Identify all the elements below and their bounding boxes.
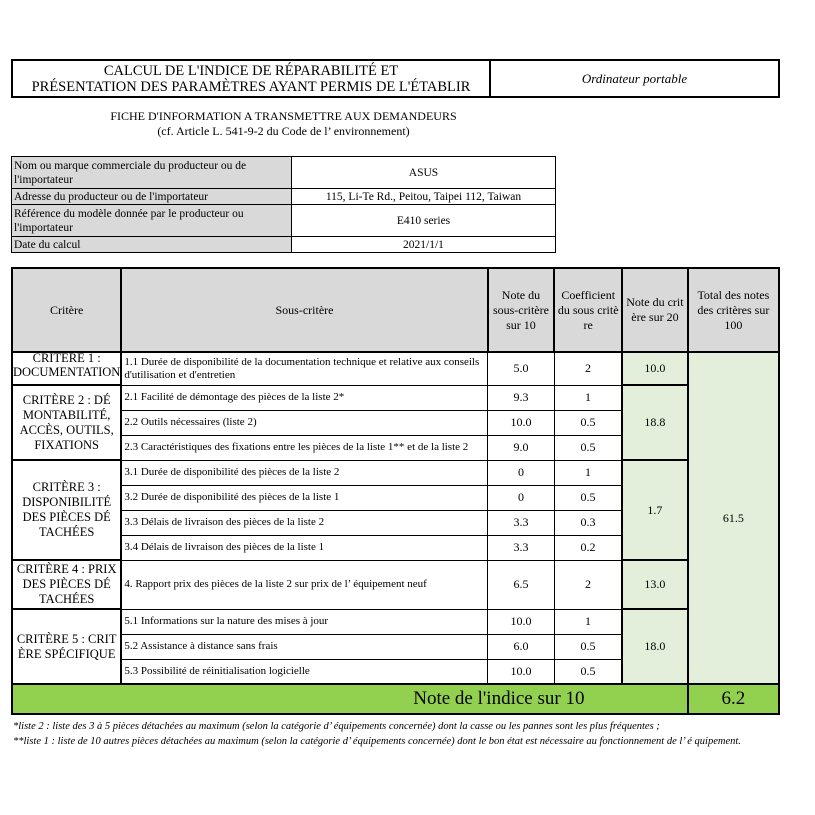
subtitle-line-2: (cf. Article L. 541-9-2 du Code de l’ environnement) (157, 124, 410, 138)
subcriterion-coefficient: 0.5 (554, 634, 622, 659)
subcriterion-label: 2.2 Outils nécessaires (liste 2) (121, 410, 487, 435)
repairability-table (11, 267, 780, 715)
subcriterion-note: 10.0 (488, 410, 555, 435)
header-critere: Critère (12, 268, 121, 352)
subcriterion-note: 10.0 (488, 609, 555, 634)
criterion-4-score: 13.0 (622, 560, 688, 609)
info-label: Référence du modèle donnée par le producteur ou l'importateur (12, 205, 292, 237)
info-row (12, 189, 556, 205)
subcriterion-coefficient: 1 (554, 609, 622, 634)
info-row (12, 237, 556, 253)
criterion-2-score: 18.8 (622, 385, 688, 460)
producer-info-table (11, 156, 556, 253)
subcriterion-coefficient: 0.5 (554, 435, 622, 460)
info-row (12, 205, 556, 237)
subcriterion-coefficient: 1 (554, 385, 622, 410)
header-box (11, 59, 780, 98)
table-header-row (12, 268, 779, 352)
subcriterion-label: 3.3 Délais de livraison des pièces de la liste 2 (121, 510, 487, 535)
subcriterion-note: 6.5 (488, 560, 555, 609)
subtitle-line-1: FICHE D'INFORMATION A TRANSMETTRE AUX DEMANDEURS (110, 109, 457, 123)
subcriterion-note: 0 (488, 460, 555, 485)
subcriterion-note: 6.0 (488, 634, 555, 659)
subcriterion-note: 10.0 (488, 659, 555, 684)
info-label: Nom ou marque commerciale du producteur ou de l'importateur (12, 157, 292, 189)
subcriterion-coefficient: 2 (554, 560, 622, 609)
header-total: Total des notes des critères sur 100 (688, 268, 779, 352)
header-note: Note du sous-critère sur 10 (488, 268, 555, 352)
subcriterion-coefficient: 0.2 (554, 535, 622, 560)
subcriterion-coefficient: 1 (554, 460, 622, 485)
header-coefficient: Coefficient du sous critè re (554, 268, 622, 352)
criterion-3-name: CRITÈRE 3 : DISPONIBILITÉ DES PIÈCES DÉ TACHÉES (12, 460, 121, 560)
subcriterion-note: 5.0 (488, 352, 555, 385)
header-note-20: Note du crit ère sur 20 (622, 268, 688, 352)
subcriterion-coefficient: 0.5 (554, 659, 622, 684)
subcriterion-note: 3.3 (488, 510, 555, 535)
title-line-1: CALCUL DE L'INDICE DE RÉPARABILITÉ ET (103, 63, 399, 79)
subcriterion-coefficient: 0.5 (554, 485, 622, 510)
subcriterion-label: 2.3 Caractéristiques des fixations entre les pièces de la liste 1** et de la liste 2 (121, 435, 487, 460)
index-score-label: Note de l'indice sur 10 (12, 684, 688, 714)
header-sous-critere: Sous-critère (121, 268, 487, 352)
subcriterion-label: 5.1 Informations sur la nature des mises à jour (121, 609, 487, 634)
index-score-row (12, 684, 779, 714)
subcriterion-label: 3.2 Durée de disponibilité des pièces de la liste 1 (121, 485, 487, 510)
subcriterion-label: 1.1 Durée de disponibilité de la documentation technique et relative aux conseils d'utilisation et d'entretien (121, 352, 487, 385)
document-title (13, 61, 491, 96)
criterion-2-name: CRITÈRE 2 : DÉ MONTABILITÉ, ACCÈS, OUTILS, FIXATIONS (12, 385, 121, 460)
footnote-list-1: **liste 1 : liste de 10 autres pièces détachées au maximum (selon la catégorie d’ équipements concernée) dont le bon état est nécessaire au fonctionnement de l’ é quipement. (13, 736, 741, 747)
subcriterion-coefficient: 2 (554, 352, 622, 385)
criterion-5-score: 18.0 (622, 609, 688, 684)
subcriterion-label: 3.4 Délais de livraison des pièces de la liste 1 (121, 535, 487, 560)
table-row (12, 460, 779, 485)
subcriterion-coefficient: 0.5 (554, 410, 622, 435)
table-row (12, 352, 779, 385)
table-row (12, 560, 779, 609)
subcriterion-coefficient: 0.3 (554, 510, 622, 535)
table-row (12, 609, 779, 634)
info-label: Adresse du producteur ou de l'importateur (12, 189, 292, 205)
index-score-value: 6.2 (688, 684, 779, 714)
subcriterion-note: 0 (488, 485, 555, 510)
criterion-4-name: CRITÈRE 4 : PRIX DES PIÈCES DÉ TACHÉES (12, 560, 121, 609)
product-type: Ordinateur portable (581, 71, 688, 86)
criterion-1-score: 10.0 (622, 352, 688, 385)
info-row (12, 157, 556, 189)
total-score-100: 61.5 (688, 352, 779, 684)
subcriterion-note: 9.0 (488, 435, 555, 460)
subcriterion-label: 5.2 Assistance à distance sans frais (121, 634, 487, 659)
subcriterion-note: 3.3 (488, 535, 555, 560)
info-label: Date du calcul (12, 237, 292, 253)
subcriterion-label: 3.1 Durée de disponibilité des pièces de la liste 2 (121, 460, 487, 485)
info-value: ASUS (292, 157, 556, 189)
subcriterion-label: 5.3 Possibilité de réinitialisation logicielle (121, 659, 487, 684)
subcriterion-label: 4. Rapport prix des pièces de la liste 2 sur prix de l’ équipement neuf (121, 560, 487, 609)
subcriterion-note: 9.3 (488, 385, 555, 410)
criterion-3-score: 1.7 (622, 460, 688, 560)
info-value: 115, Li-Te Rd., Peitou, Taipei 112, Taiwan (292, 189, 556, 205)
footnote-list-2: *liste 2 : liste des 3 à 5 pièces détachées au maximum (selon la catégorie d’ équipements concernée) dont la casse ou les pannes sont les plus fréquentes ; (13, 721, 660, 732)
subcriterion-label: 2.1 Facilité de démontage des pièces de la liste 2* (121, 385, 487, 410)
title-line-2: PRÉSENTATION DES PARAMÈTRES AYANT PERMIS DE L'ÉTABLIR (31, 79, 471, 95)
info-value: 2021/1/1 (292, 237, 556, 253)
table-row (12, 385, 779, 410)
info-value: E410 series (292, 205, 556, 237)
criterion-1-name: CRITÈRE 1 : DOCUMENTATION (12, 352, 121, 385)
criterion-5-name: CRITÈRE 5 : CRIT ÈRE SPÉCIFIQUE (12, 609, 121, 684)
